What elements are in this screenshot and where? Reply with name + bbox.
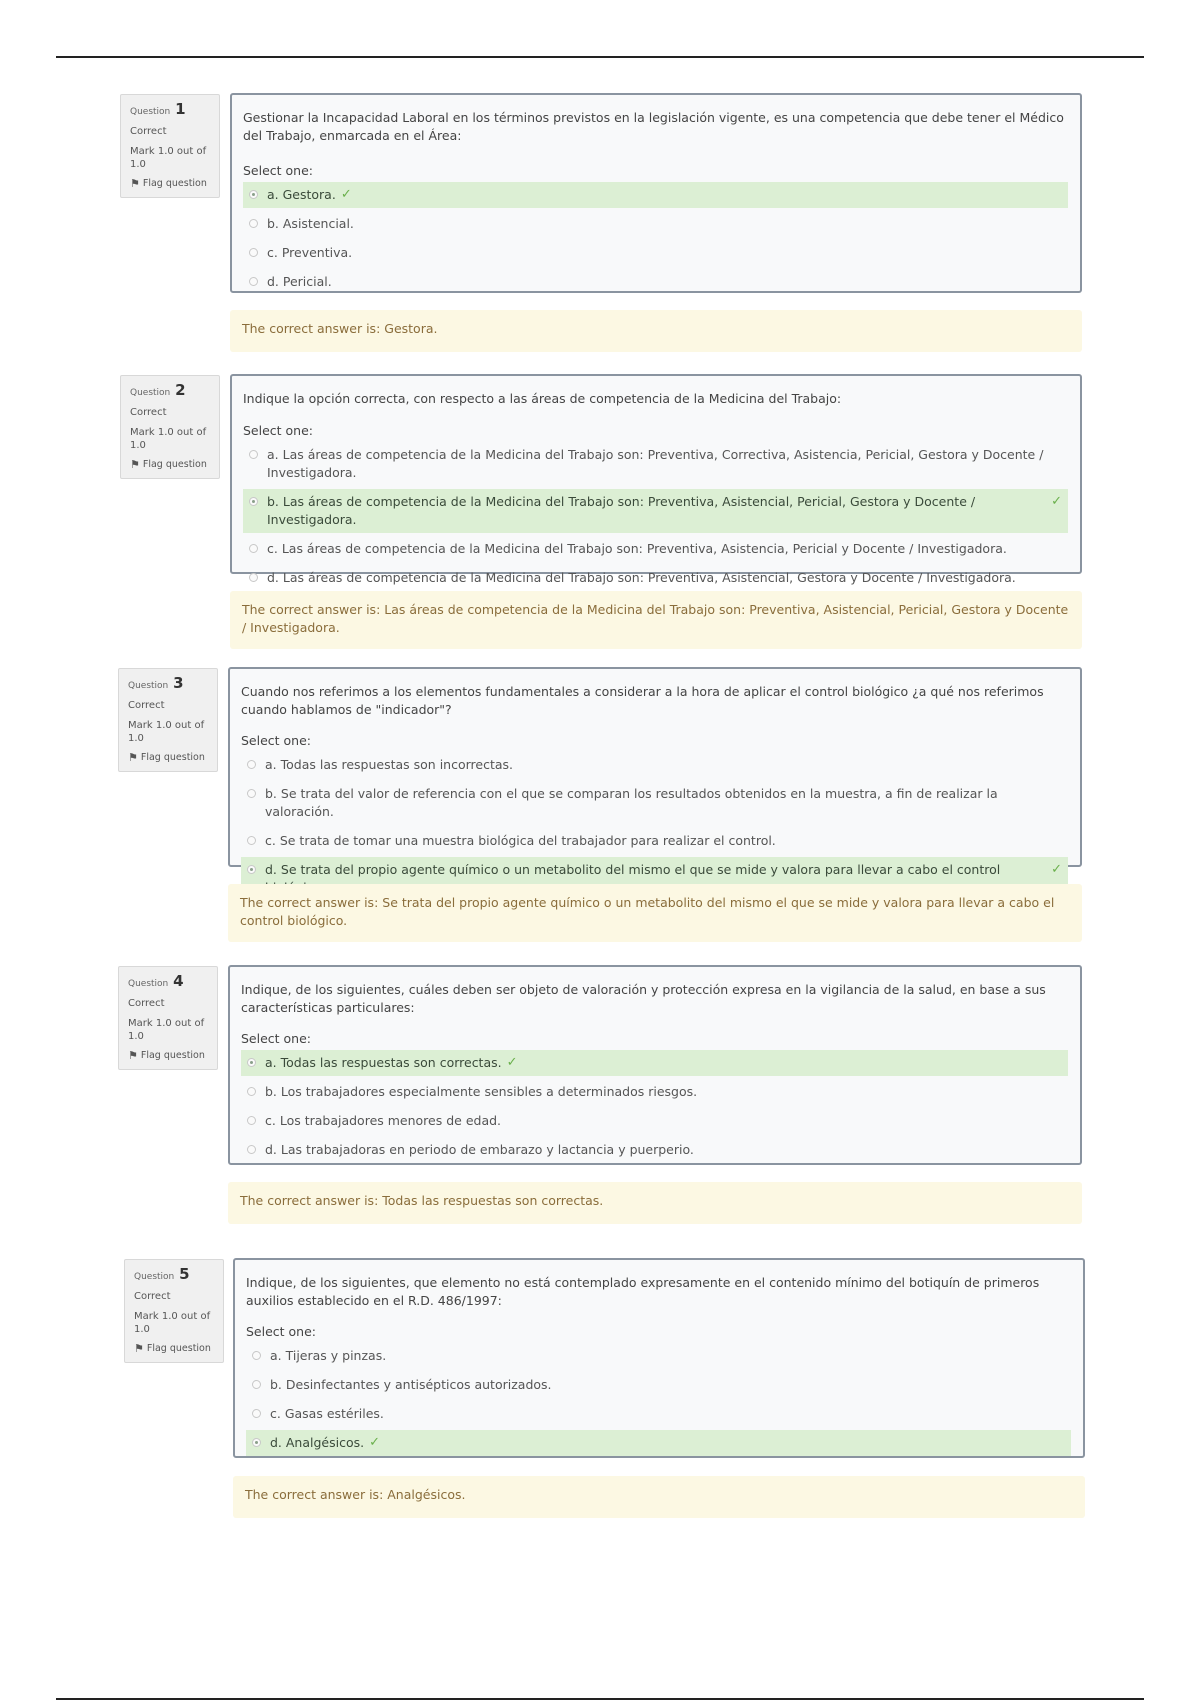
- question-grade: Mark 1.0 out of 1.0: [130, 427, 207, 451]
- answer-option[interactable]: c. Los trabajadores menores de edad.: [241, 1108, 1068, 1134]
- check-icon: ✓: [340, 187, 352, 202]
- answer-option[interactable]: c. Preventiva.: [243, 240, 1068, 266]
- question-info: [120, 94, 220, 198]
- select-one-label: Select one:: [241, 1031, 312, 1046]
- question-info: [118, 966, 218, 1070]
- answer-option[interactable]: b. Asistencial.: [243, 211, 1068, 237]
- radio-button[interactable]: [252, 1351, 261, 1360]
- question-text: Gestionar la Incapacidad Laboral en los términos previstos en la legislación vigente, es una competencia que debe tener el Médico del Trabajo, enmarcada en el Área:: [243, 110, 1064, 143]
- feedback-box: The correct answer is: Se trata del propio agente químico o un metabolito del mismo el que se mide y valora para llevar a cabo el control biológico.: [228, 884, 1082, 942]
- question-number: Question 1: [130, 100, 186, 118]
- answer-option[interactable]: c. Gasas estériles.: [246, 1401, 1071, 1427]
- answer-option[interactable]: a. Las áreas de competencia de la Medicina del Trabajo son: Preventiva, Correctiva, Asistencia, Pericial, Gestora y Docente / Investigadora.: [243, 442, 1068, 486]
- answer-option[interactable]: a. Tijeras y pinzas.: [246, 1343, 1071, 1369]
- flag-question-link[interactable]: ⚑ Flag question: [128, 751, 205, 764]
- question-grade: Mark 1.0 out of 1.0: [128, 720, 205, 744]
- answer-option[interactable]: d. Las trabajadoras en periodo de embarazo y lactancia y puerperio.: [241, 1137, 1068, 1163]
- flag-question-link[interactable]: ⚑ Flag question: [130, 177, 207, 190]
- radio-button[interactable]: [247, 1058, 256, 1067]
- question-grade: Mark 1.0 out of 1.0: [128, 1018, 205, 1042]
- question-info: [120, 375, 220, 479]
- question-grade: Mark 1.0 out of 1.0: [134, 1311, 211, 1335]
- radio-button[interactable]: [249, 544, 258, 553]
- question-content: [228, 667, 1082, 877]
- radio-button[interactable]: [249, 190, 258, 199]
- question-text: Indique, de los siguientes, cuáles deben ser objeto de valoración y protección expresa en la vigilancia de la salud, en base a sus características particulares:: [241, 982, 1046, 1015]
- radio-button[interactable]: [247, 789, 256, 798]
- question-content: [230, 93, 1082, 293]
- question-text: Indique, de los siguientes, que elemento no está contemplado expresamente en el contenido mínimo del botiquín de primeros auxilios establecido en el R.D. 486/1997:: [246, 1275, 1040, 1308]
- radio-button[interactable]: [249, 277, 258, 286]
- select-one-label: Select one:: [243, 423, 314, 438]
- answer-option[interactable]: b. Se trata del valor de referencia con el que se comparan los resultados obtenidos en la muestra, a fin de realizar la valoración.: [241, 781, 1068, 825]
- radio-button[interactable]: [249, 497, 258, 506]
- question-number: Question 5: [134, 1265, 190, 1283]
- question-text: Cuando nos referimos a los elementos fundamentales a considerar a la hora de aplicar el control biológico ¿a qué nos referimos cuando hablamos de "indicador"?: [241, 684, 1044, 717]
- answer-option[interactable]: a. Todas las respuestas son correctas. ✓: [241, 1050, 1068, 1076]
- question-content: [228, 965, 1082, 1165]
- answer-option[interactable]: d. Se trata del propio agente químico o un metabolito del mismo el que se mide y valora para llevar a cabo el control ✓: [241, 857, 1068, 901]
- radio-button[interactable]: [252, 1380, 261, 1389]
- radio-button[interactable]: [249, 573, 258, 582]
- select-one-label: Select one:: [246, 1324, 317, 1339]
- question-state: Correct: [134, 1291, 171, 1302]
- radio-button[interactable]: [247, 865, 256, 874]
- feedback-box: The correct answer is: Las áreas de competencia de la Medicina del Trabajo son: Preventiva, Asistencial, Pericial, Gestora y Docente / Investigadora.: [230, 591, 1082, 649]
- answer-option[interactable]: b. Los trabajadores especialmente sensibles a determinados riesgos.: [241, 1079, 1068, 1105]
- question-number: Question 2: [130, 381, 186, 399]
- question-state: Correct: [130, 407, 167, 418]
- question-content: [233, 1258, 1085, 1458]
- flag-icon: ⚑: [128, 751, 138, 764]
- question-state: Correct: [128, 700, 165, 711]
- answer-option[interactable]: a. Gestora. ✓: [243, 182, 1068, 208]
- question-info: [118, 668, 218, 772]
- radio-button[interactable]: [249, 219, 258, 228]
- check-icon: ✓: [506, 1055, 518, 1070]
- radio-button[interactable]: [247, 1116, 256, 1125]
- answer-option[interactable]: b. Las áreas de competencia de la Medicina del Trabajo son: Preventiva, Asistencial, Pericial, Gestora y Docente / Investigadora. ✓: [243, 489, 1068, 533]
- radio-button[interactable]: [249, 450, 258, 459]
- answer-option[interactable]: d. Pericial.: [243, 269, 1068, 295]
- answer-option[interactable]: c. Las áreas de competencia de la Medicina del Trabajo son: Preventiva, Asistencia, Pericial y Docente / Investigadora.: [243, 536, 1068, 562]
- select-one-label: Select one:: [243, 163, 314, 178]
- radio-button[interactable]: [252, 1409, 261, 1418]
- select-one-label: Select one:: [241, 733, 312, 748]
- question-info: [124, 1259, 224, 1363]
- feedback-box: The correct answer is: Analgésicos.: [233, 1476, 1085, 1518]
- question-number: Question 4: [128, 972, 184, 990]
- check-icon: ✓: [1051, 862, 1062, 877]
- question-grade: Mark 1.0 out of 1.0: [130, 146, 207, 170]
- radio-button[interactable]: [247, 1145, 256, 1154]
- radio-button[interactable]: [247, 760, 256, 769]
- question-number: Question 3: [128, 674, 184, 692]
- flag-icon: ⚑: [130, 458, 140, 471]
- check-icon: ✓: [1051, 494, 1062, 509]
- feedback-box: The correct answer is: Todas las respuestas son correctas.: [228, 1182, 1082, 1224]
- answer-option[interactable]: c. Se trata de tomar una muestra biológica del trabajador para realizar el control.: [241, 828, 1068, 854]
- flag-question-link[interactable]: ⚑ Flag question: [130, 458, 207, 471]
- question-text: Indique la opción correcta, con respecto a las áreas de competencia de la Medicina del Trabajo:: [243, 391, 842, 406]
- answer-option[interactable]: d. Las áreas de competencia de la Medicina del Trabajo son: Preventiva, Asistencial, Gestora y Docente / Investigadora.: [243, 565, 1068, 591]
- answer-option[interactable]: d. Analgésicos. ✓: [246, 1430, 1071, 1456]
- flag-question-link[interactable]: ⚑ Flag question: [134, 1342, 211, 1355]
- radio-button[interactable]: [247, 1087, 256, 1096]
- top-rule: [56, 56, 1144, 58]
- feedback-box: The correct answer is: Gestora.: [230, 310, 1082, 352]
- question-state: Correct: [128, 998, 165, 1009]
- flag-question-link[interactable]: ⚑ Flag question: [128, 1049, 205, 1062]
- flag-icon: ⚑: [134, 1342, 144, 1355]
- flag-icon: ⚑: [130, 177, 140, 190]
- check-icon: ✓: [369, 1435, 381, 1450]
- question-content: [230, 374, 1082, 585]
- radio-button[interactable]: [247, 836, 256, 845]
- answer-option[interactable]: a. Todas las respuestas son incorrectas.: [241, 752, 1068, 778]
- radio-button[interactable]: [252, 1438, 261, 1447]
- radio-button[interactable]: [249, 248, 258, 257]
- answer-option[interactable]: b. Desinfectantes y antisépticos autorizados.: [246, 1372, 1071, 1398]
- question-state: Correct: [130, 126, 167, 137]
- flag-icon: ⚑: [128, 1049, 138, 1062]
